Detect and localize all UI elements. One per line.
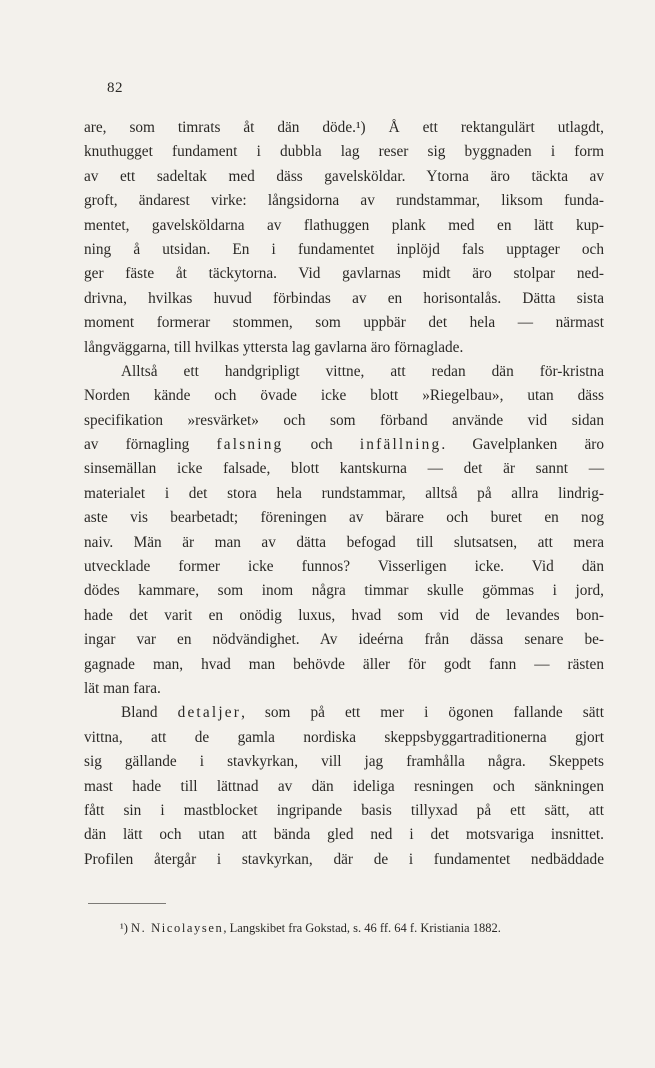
text-line: groft, ändarest virke: långsidorna av rundstammar, liksom funda-	[84, 192, 604, 210]
text-line: långväggarna, till hvilkas yttersta lag gavlarna äro förnaglade.	[84, 338, 464, 356]
text-line: Alltså ett handgripligt vittne, att redan dän för-kristna	[121, 362, 604, 380]
text-line: moment formerar stommen, som uppbär det hela — närmast	[84, 314, 604, 332]
paragraph-2	[84, 360, 604, 701]
text-line: av ett sadeltak med däss gavelsköldar. Ytorna äro täckta av	[84, 167, 604, 185]
text-line: dödes kammare, som inom några timmar skulle gömmas i jord,	[84, 582, 604, 600]
line-segment: Bland	[121, 704, 178, 722]
text-line	[84, 701, 604, 725]
spaced-term-infallning: infällning	[359, 436, 442, 454]
text-line: dän lätt och utan att bända gled ned i det motsvariga insnittet.	[84, 826, 604, 844]
footnote-author: N. Nicolaysen	[131, 921, 224, 935]
text-line: mentet, gavelsköldarna av flathuggen plank med en lätt kup-	[84, 216, 604, 234]
text-line: Norden kände och övade icke blott »Riegelbau», utan däss	[84, 387, 604, 405]
page-number: 82	[107, 80, 123, 96]
text-line: ingar var en nödvändighet. Av ideérna från dässa senare be-	[84, 631, 604, 649]
text-line: utvecklade former icke funnos? Visserligen icke. Vid dän	[84, 558, 604, 576]
text-line: sig gällande i stavkyrkan, vill jag framhålla några. Skeppets	[84, 753, 604, 771]
text-line: gagnade man, hvad man behövde äller för godt fann — rästen	[84, 655, 604, 673]
text-line: naiv. Män är man av dätta befogad till slutsatsen, att mera	[84, 533, 604, 551]
footnote	[120, 921, 501, 936]
text-line: materialet i det stora hela rundstammar, alltså på allra lindrig-	[84, 484, 604, 502]
text-line: drivna, hvilkas huvud förbindas av en horisontalås. Dätta sista	[84, 289, 604, 307]
text-line: ning å utsidan. En i fundamentet inplöjd fals upptager och	[84, 240, 604, 258]
text-line: sinsemällan icke falsade, blott kantskurna — det är sannt —	[84, 460, 604, 478]
text-line: mast hade till lättnad av dän ideliga resningen och sänkningen	[84, 777, 604, 795]
text-line	[84, 433, 604, 457]
text-line: specifikation »resvärket» och som förband använde vid sidan	[84, 411, 604, 429]
body-text	[84, 116, 604, 872]
spaced-term-falsning: falsning	[216, 436, 284, 454]
text-line: are, som timrats åt dän döde.¹) Å ett rektangulärt utlagdt,	[84, 119, 604, 136]
paragraph-1	[84, 116, 604, 360]
text-line: hade det varit en onödig luxus, hvad som vid de levandes bon-	[84, 606, 604, 624]
footnote-marker: ¹)	[120, 921, 128, 935]
text-line: lät man fara.	[84, 679, 161, 697]
paragraph-3	[84, 701, 604, 872]
footnote-divider	[88, 903, 166, 904]
text-line: vittna, att de gamla nordiska skeppsbyggartraditionerna gjort	[84, 728, 604, 746]
text-line: aste vis bearbetadt; föreningen av bärare och buret en nog	[84, 509, 604, 527]
text-line: Profilen återgår i stavkyrkan, där de i fundamentet nedbäddade	[84, 850, 604, 868]
footnote-citation: , Langskibet fra Gokstad, s. 46 ff. 64 f. Kristiania 1882.	[223, 921, 501, 935]
text-line: fått sin i mastblocket ingripande basis tillyxad på ett sätt, att	[84, 801, 604, 819]
line-segment: . Gavelplanken äro	[441, 436, 604, 454]
line-segment: av förnagling	[84, 436, 217, 454]
text-line: ger fäste åt täckytorna. Vid gavlarnas midt äro stolpar ned-	[84, 265, 604, 283]
spaced-term-detaljer: detaljer	[177, 704, 242, 722]
text-line: knuthugget fundament i dubbla lag reser sig byggnaden i form	[84, 143, 604, 161]
line-segment: , som på ett mer i ögonen fallande sätt	[241, 704, 604, 722]
line-segment: och	[283, 436, 360, 454]
